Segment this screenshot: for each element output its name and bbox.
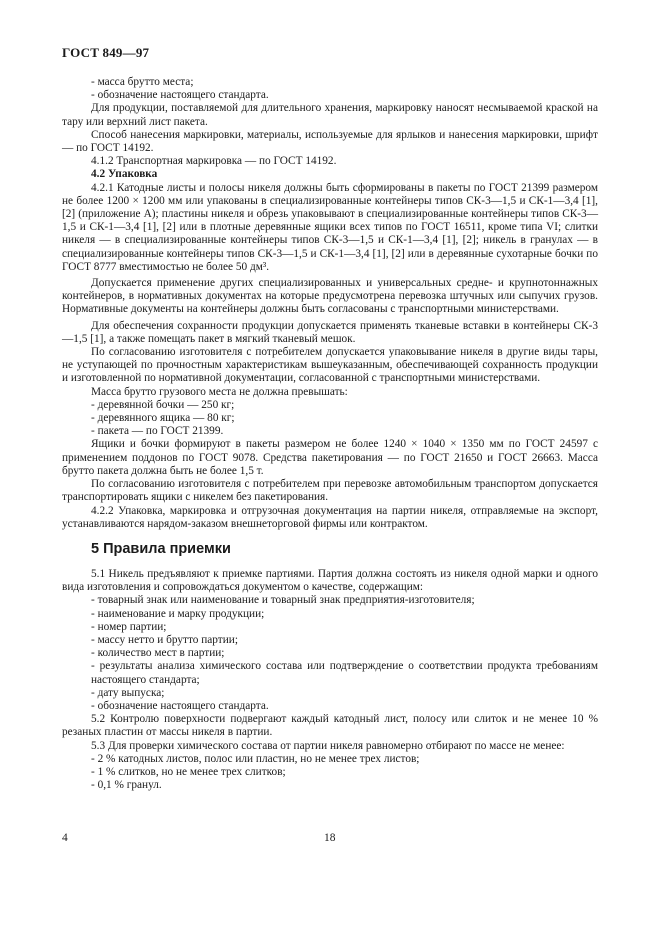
list-item: - номер партии; [91, 620, 167, 633]
paragraph: 5.1 Никель предъявляют к приемке партиями. Партия должна состоять из никеля одной марки и одного вида изготовления и сопровождаться документом о качестве, содержащим: [62, 567, 598, 594]
paragraph: 4.2.1 Катодные листы и полосы никеля должны быть сформированы в пакеты по ГОСТ 21399 размером не более 1200 × 1200 мм или упакованы в специализированные контейнеры типов СК-3—1,5 и СК-1—3,4 [1], [2] (приложение А); пластины никеля и обрезь упаковывают в специализированные контейнеры типов СК-3—1,5 и СК-1—3,4 [1], [2] или в плотные деревянные ящики всех типов по ГОСТ 16511, кроме типа VI; слитки никеля — в специализированные контейнеры типов СК-3—1,5 и СК-1—3,4 [1], [2]; никель в гранулах — в специализированные контейнеры типов СК-3—1,5 и СК-1—3,4 [1], [2] или в деревянные сухотарные бочки по ГОСТ 8777 вместимостью не более 50 дм³. [62, 181, 598, 273]
list-item: - 2 % катодных листов, полос или пластин, но не менее трех листов; [91, 752, 420, 765]
list-item: - товарный знак или наименование и товарный знак предприятия-изготовителя; [91, 594, 475, 607]
footer-left-number: 4 [62, 832, 68, 844]
list-item: - 0,1 % гранул. [91, 779, 162, 792]
list-item: - обозначение настоящего стандарта. [91, 699, 269, 712]
list-item: - массу нетто и брутто партии; [91, 633, 238, 646]
document-code-header: ГОСТ 849—97 [62, 45, 150, 60]
paragraph: 4.1.2 Транспортная маркировка — по ГОСТ 14192. [91, 155, 337, 168]
paragraph: Для обеспечения сохранности продукции допускается применять тканевые вставки в контейнеры СК-3—1,5 [1], а также помещать пакет в мягкий тканевый мешок. [62, 319, 598, 345]
paragraph: Для продукции, поставляемой для длительного хранения, маркировку наносят несмываемой краской на тару или верхний лист пакета. [62, 102, 598, 128]
section-title-acceptance-rules: 5 Правила приемки [91, 540, 231, 557]
list-item: - масса брутто места; [91, 76, 194, 88]
list-item: - деревянной бочки — 250 кг; [91, 398, 235, 411]
paragraph: Масса брутто грузового места не должна превышать: [91, 385, 348, 398]
list-item: - 1 % слитков, но не менее трех слитков; [91, 765, 286, 778]
list-item: - результаты анализа химического состава или подтверждение о соответствии продукта требованиям настоящего стандарта; [91, 660, 598, 686]
list-item: - дату выпуска; [91, 686, 165, 699]
document-body [62, 76, 598, 792]
list-item: - деревянного ящика — 80 кг; [91, 412, 235, 425]
paragraph: 5.3 Для проверки химического состава от партии никеля равномерно отбирают по массе не менее: [91, 739, 565, 752]
list-item: - наименование и марку продукции; [91, 607, 265, 620]
paragraph: По согласованию изготовителя с потребителем допускается упаковывание никеля в другие виды тары, не уступающей по прочностным характеристикам вышеуказанным, обеспечивающей сохранность продукции и изготовленной по нормативной документации, согласованной с транспортными министерствами. [62, 346, 598, 385]
subsection-title-packaging: 4.2 Упаковка [91, 168, 158, 181]
paragraph: Допускается применение других специализированных и универсальных средне- и крупнотоннажных контейнеров, в нормативных документах на которые предусмотрена перевозка штучных или сыпучих грузов. Нормативные документы на контейнеры должны быть согласованы с транспортными министерствами. [62, 277, 598, 316]
paragraph: По согласованию изготовителя с потребителем при перевозке автомобильным транспортом допускается транспортировать ящики с никелем без пакетирования. [62, 478, 598, 504]
paragraph: 5.2 Контролю поверхности подвергают каждый катодный лист, полосу или слиток и не менее 10 % резаных пластин от массы никеля в партии. [62, 713, 598, 739]
list-item: - обозначение настоящего стандарта. [91, 89, 269, 102]
list-item: - пакета — по ГОСТ 21399. [91, 425, 224, 438]
page-number: 18 [324, 832, 336, 844]
paragraph: Ящики и бочки формируют в пакеты размером не более 1240 × 1040 × 1350 мм по ГОСТ 24597 с применением поддонов по ГОСТ 9078. Средства пакетирования — по ГОСТ 21650 и ГОСТ 26663. Масса брутто пакета должна быть не более 1,5 т. [62, 438, 598, 477]
paragraph: 4.2.2 Упаковка, маркировка и отгрузочная документация на партии никеля, отправляемые на экспорт, устанавливаются нарядом-заказом внешнеторговой фирмы или контрактом. [62, 504, 598, 530]
list-item: - количество мест в партии; [91, 647, 225, 660]
paragraph: Способ нанесения маркировки, материалы, используемые для ярлыков и нанесения маркировки, шрифт — по ГОСТ 14192. [62, 128, 598, 155]
